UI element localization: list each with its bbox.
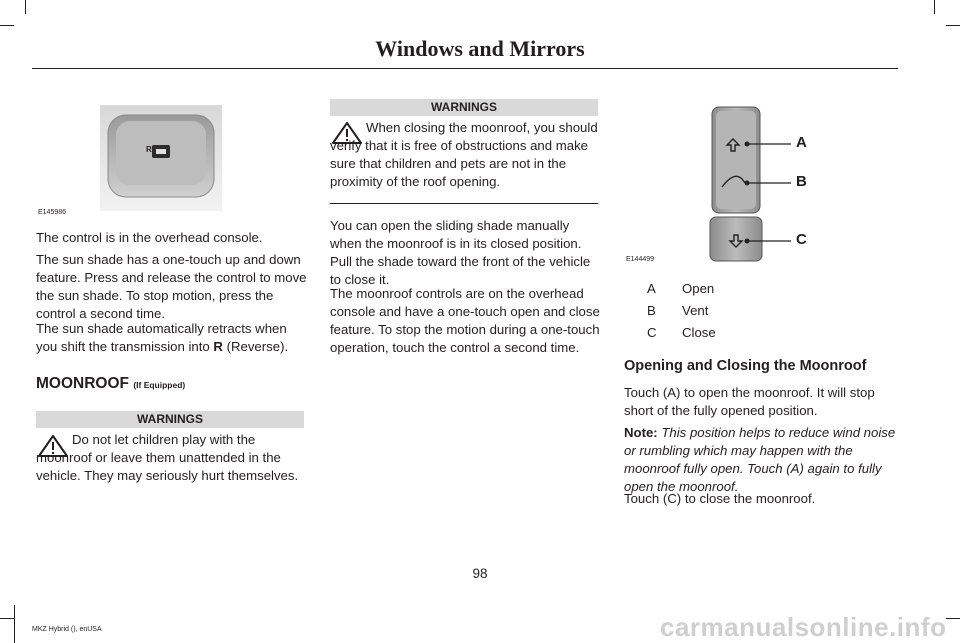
- legend-value: Close: [682, 325, 716, 340]
- legend-key: A: [647, 281, 656, 296]
- warning-rule: [330, 203, 598, 204]
- paragraph: The control is in the overhead console.: [36, 230, 263, 245]
- section-suffix: (If Equipped): [133, 380, 186, 390]
- legend-row: [647, 303, 656, 318]
- page-number: 98: [472, 566, 488, 581]
- legend-row: [647, 325, 657, 340]
- warning-text-content: Do not let children play with the moonroof or leave them unattended in the vehicle. They may seriously hurt themselves.: [36, 432, 299, 483]
- legend-value: Vent: [682, 303, 709, 318]
- header-rule: [32, 68, 898, 69]
- legend-value: Open: [682, 281, 715, 296]
- callout-c: C: [796, 231, 807, 248]
- sun-shade-control-image: [100, 105, 222, 211]
- paragraph: Touch (A) to open the moonroof. It will stop short of the fully opened position.: [624, 385, 875, 418]
- crop-mark: [934, 0, 935, 14]
- paragraph-text: The sun shade automatically retracts when you shift the transmission into: [36, 321, 287, 354]
- paragraph: Touch (C) to close the moonroof.: [624, 491, 816, 506]
- legend-row: [647, 281, 656, 296]
- crop-mark: [946, 618, 960, 619]
- note-label: Note:: [624, 425, 658, 440]
- paragraph-text: (Reverse).: [222, 339, 289, 354]
- document-id: MKZ Hybrid (), enUSA: [32, 626, 102, 633]
- warning-text-content: When closing the moonroof, you should verify that it is free of obstructions and make sure that children and pets are not in the proximity of the roof opening.: [330, 120, 598, 189]
- warnings-header: WARNINGS: [330, 99, 598, 116]
- warning-text: [330, 119, 600, 191]
- legend-key: B: [647, 303, 656, 318]
- note-text: This position helps to reduce wind noise or rumbling which may happen with the moonroof fully open. Touch (A) again to fully open the moonroof.: [624, 425, 896, 494]
- warnings-header: WARNINGS: [36, 411, 304, 428]
- reverse-label: R: [146, 145, 152, 154]
- callout-a: A: [796, 134, 807, 151]
- crop-mark: [946, 25, 960, 26]
- overhead-console-illustration: [100, 105, 222, 211]
- paragraph: You can open the sliding shade manually when the moonroof is in its closed position. Pull the shade toward the front of the vehicle to close it.: [330, 218, 591, 287]
- paragraph: The sun shade has a one-touch up and down feature. Press and release the control to move the sun shade. To stop motion, press the control a second time.: [36, 252, 307, 321]
- note-paragraph: [624, 424, 900, 496]
- crop-mark: [25, 0, 26, 14]
- crop-mark: [0, 618, 14, 619]
- legend-key: C: [647, 325, 657, 340]
- crop-mark: [14, 605, 15, 643]
- moonroof-control-image: [700, 105, 815, 270]
- subsection-heading: Opening and Closing the Moonroof: [624, 358, 867, 374]
- page-title: Windows and Mirrors: [375, 36, 585, 61]
- reverse-gear-label: R: [213, 339, 223, 354]
- section-title: MOONROOF: [36, 375, 129, 392]
- image-code: E145986: [38, 209, 67, 216]
- crop-mark: [0, 25, 14, 26]
- paragraph: The moonroof controls are on the overhead console and have a one-touch open and close feature. To stop the motion during a one-touch operation, touch the control a second time.: [330, 286, 600, 355]
- paragraph: [36, 320, 306, 356]
- warning-text: [36, 431, 306, 485]
- watermark: carmanualsonline.info: [660, 612, 947, 642]
- image-code: E144499: [626, 256, 655, 263]
- section-heading: [36, 375, 185, 393]
- callout-b: B: [796, 173, 807, 190]
